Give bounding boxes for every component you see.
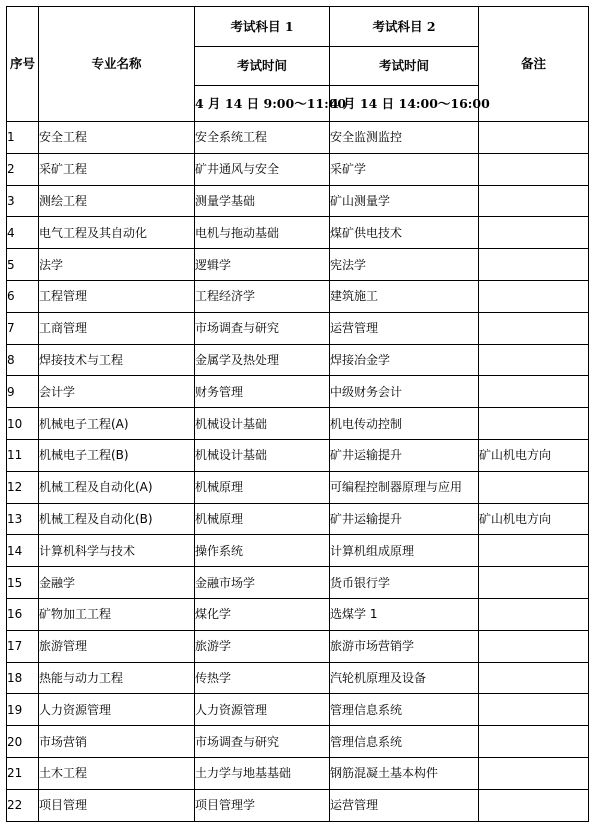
subject2-cell: 管理信息系统	[330, 694, 479, 726]
row-number: 16	[7, 598, 39, 630]
row-number: 8	[7, 344, 39, 376]
remark-cell: 矿山机电方向	[479, 439, 589, 471]
table-row	[7, 217, 589, 249]
subject1-cell: 测量学基础	[195, 185, 330, 217]
major-cell: 人力资源管理	[39, 694, 195, 726]
major-cell: 法学	[39, 249, 195, 281]
table-row	[7, 344, 589, 376]
subject1-cell: 市场调查与研究	[195, 726, 330, 758]
subject1-cell: 财务管理	[195, 376, 330, 408]
remark-cell	[479, 694, 589, 726]
remark-cell	[479, 280, 589, 312]
subject1-cell: 矿井通风与安全	[195, 153, 330, 185]
time-label-1: 考试时间	[195, 47, 330, 86]
major-cell: 机械电子工程(B)	[39, 439, 195, 471]
remark-cell	[479, 630, 589, 662]
subject2-cell: 安全监测监控	[330, 122, 479, 154]
row-number: 22	[7, 789, 39, 821]
major-cell: 安全工程	[39, 122, 195, 154]
row-number: 14	[7, 535, 39, 567]
major-cell: 热能与动力工程	[39, 662, 195, 694]
major-cell: 会计学	[39, 376, 195, 408]
remark-cell	[479, 726, 589, 758]
time-value-1: 4 月 14 日 9:00～11:00	[195, 86, 330, 122]
subject1-cell: 机械设计基础	[195, 439, 330, 471]
major-cell: 工商管理	[39, 312, 195, 344]
remark-cell	[479, 217, 589, 249]
subject1-cell: 市场调查与研究	[195, 312, 330, 344]
subject1-cell: 金融市场学	[195, 567, 330, 599]
subject2-cell: 汽轮机原理及设备	[330, 662, 479, 694]
subject2-cell: 矿井运输提升	[330, 503, 479, 535]
table-body	[7, 122, 589, 822]
subject2-cell: 可编程控制器原理与应用	[330, 471, 479, 503]
row-number: 5	[7, 249, 39, 281]
exam-schedule-table	[6, 6, 589, 822]
table-row	[7, 535, 589, 567]
table-row	[7, 122, 589, 154]
subject1-cell: 旅游学	[195, 630, 330, 662]
subject2-cell: 机电传动控制	[330, 408, 479, 440]
subject1-cell: 机械设计基础	[195, 408, 330, 440]
row-number: 3	[7, 185, 39, 217]
row-number: 9	[7, 376, 39, 408]
major-cell: 市场营销	[39, 726, 195, 758]
table-row	[7, 503, 589, 535]
subject2-cell: 采矿学	[330, 153, 479, 185]
major-cell: 焊接技术与工程	[39, 344, 195, 376]
table-row	[7, 249, 589, 281]
table-row	[7, 567, 589, 599]
subject1-cell: 土力学与地基基础	[195, 757, 330, 789]
remark-cell	[479, 122, 589, 154]
major-cell: 机械工程及自动化(B)	[39, 503, 195, 535]
subject2-cell: 钢筋混凝土基本构件	[330, 757, 479, 789]
subject1-cell: 电机与拖动基础	[195, 217, 330, 249]
row-number: 19	[7, 694, 39, 726]
subject1-cell: 煤化学	[195, 598, 330, 630]
table-row	[7, 630, 589, 662]
remark-cell	[479, 408, 589, 440]
subject2-cell: 选煤学 1	[330, 598, 479, 630]
subject1-header: 考试科目 1	[195, 7, 330, 47]
subject2-cell: 计算机组成原理	[330, 535, 479, 567]
major-cell: 旅游管理	[39, 630, 195, 662]
subject2-cell: 中级财务会计	[330, 376, 479, 408]
subject2-cell: 焊接冶金学	[330, 344, 479, 376]
row-number: 13	[7, 503, 39, 535]
table-row	[7, 153, 589, 185]
table-row	[7, 376, 589, 408]
table-row	[7, 662, 589, 694]
remark-cell	[479, 185, 589, 217]
remark-cell	[479, 567, 589, 599]
subject2-cell: 宪法学	[330, 249, 479, 281]
row-number: 11	[7, 439, 39, 471]
time-value-2: 4 月 14 日 14:00～16:00	[330, 86, 479, 122]
time-label-2: 考试时间	[330, 47, 479, 86]
major-cell: 项目管理	[39, 789, 195, 821]
table-row	[7, 598, 589, 630]
subject2-cell: 建筑施工	[330, 280, 479, 312]
table-row	[7, 408, 589, 440]
subject1-cell: 传热学	[195, 662, 330, 694]
subject1-cell: 安全系统工程	[195, 122, 330, 154]
subject2-cell: 煤矿供电技术	[330, 217, 479, 249]
row-number: 15	[7, 567, 39, 599]
major-cell: 测绘工程	[39, 185, 195, 217]
row-number: 20	[7, 726, 39, 758]
subject2-cell: 运营管理	[330, 312, 479, 344]
row-number: 17	[7, 630, 39, 662]
major-header: 专业名称	[39, 7, 195, 122]
subject2-cell: 货币银行学	[330, 567, 479, 599]
row-number: 4	[7, 217, 39, 249]
table-row	[7, 757, 589, 789]
remark-cell	[479, 471, 589, 503]
remark-cell	[479, 249, 589, 281]
subject1-cell: 工程经济学	[195, 280, 330, 312]
subject2-cell: 运营管理	[330, 789, 479, 821]
remark-cell	[479, 662, 589, 694]
major-cell: 采矿工程	[39, 153, 195, 185]
major-cell: 机械电子工程(A)	[39, 408, 195, 440]
table-row	[7, 471, 589, 503]
table-row	[7, 280, 589, 312]
major-cell: 计算机科学与技术	[39, 535, 195, 567]
subject2-header: 考试科目 2	[330, 7, 479, 47]
table-row	[7, 694, 589, 726]
table-row	[7, 312, 589, 344]
row-number: 1	[7, 122, 39, 154]
table-row	[7, 439, 589, 471]
row-number: 10	[7, 408, 39, 440]
major-cell: 机械工程及自动化(A)	[39, 471, 195, 503]
subject2-cell: 管理信息系统	[330, 726, 479, 758]
table-row	[7, 726, 589, 758]
row-number: 2	[7, 153, 39, 185]
major-cell: 土木工程	[39, 757, 195, 789]
subject1-cell: 项目管理学	[195, 789, 330, 821]
remark-cell	[479, 153, 589, 185]
major-cell: 矿物加工工程	[39, 598, 195, 630]
remark-cell: 矿山机电方向	[479, 503, 589, 535]
row-number: 21	[7, 757, 39, 789]
subject1-cell: 机械原理	[195, 503, 330, 535]
subject1-cell: 金属学及热处理	[195, 344, 330, 376]
subject2-cell: 旅游市场营销学	[330, 630, 479, 662]
remark-cell	[479, 757, 589, 789]
remark-cell	[479, 376, 589, 408]
remark-cell	[479, 344, 589, 376]
row-number: 6	[7, 280, 39, 312]
seq-header: 序号	[7, 7, 39, 122]
major-cell: 工程管理	[39, 280, 195, 312]
table-row	[7, 185, 589, 217]
remark-header: 备注	[479, 7, 589, 122]
row-number: 7	[7, 312, 39, 344]
table-header	[7, 7, 589, 122]
subject1-cell: 逻辑学	[195, 249, 330, 281]
major-cell: 电气工程及其自动化	[39, 217, 195, 249]
subject2-cell: 矿山测量学	[330, 185, 479, 217]
row-number: 18	[7, 662, 39, 694]
remark-cell	[479, 535, 589, 567]
subject1-cell: 机械原理	[195, 471, 330, 503]
row-number: 12	[7, 471, 39, 503]
remark-cell	[479, 312, 589, 344]
table-row	[7, 789, 589, 821]
major-cell: 金融学	[39, 567, 195, 599]
subject1-cell: 人力资源管理	[195, 694, 330, 726]
remark-cell	[479, 598, 589, 630]
subject1-cell: 操作系统	[195, 535, 330, 567]
remark-cell	[479, 789, 589, 821]
subject2-cell: 矿井运输提升	[330, 439, 479, 471]
